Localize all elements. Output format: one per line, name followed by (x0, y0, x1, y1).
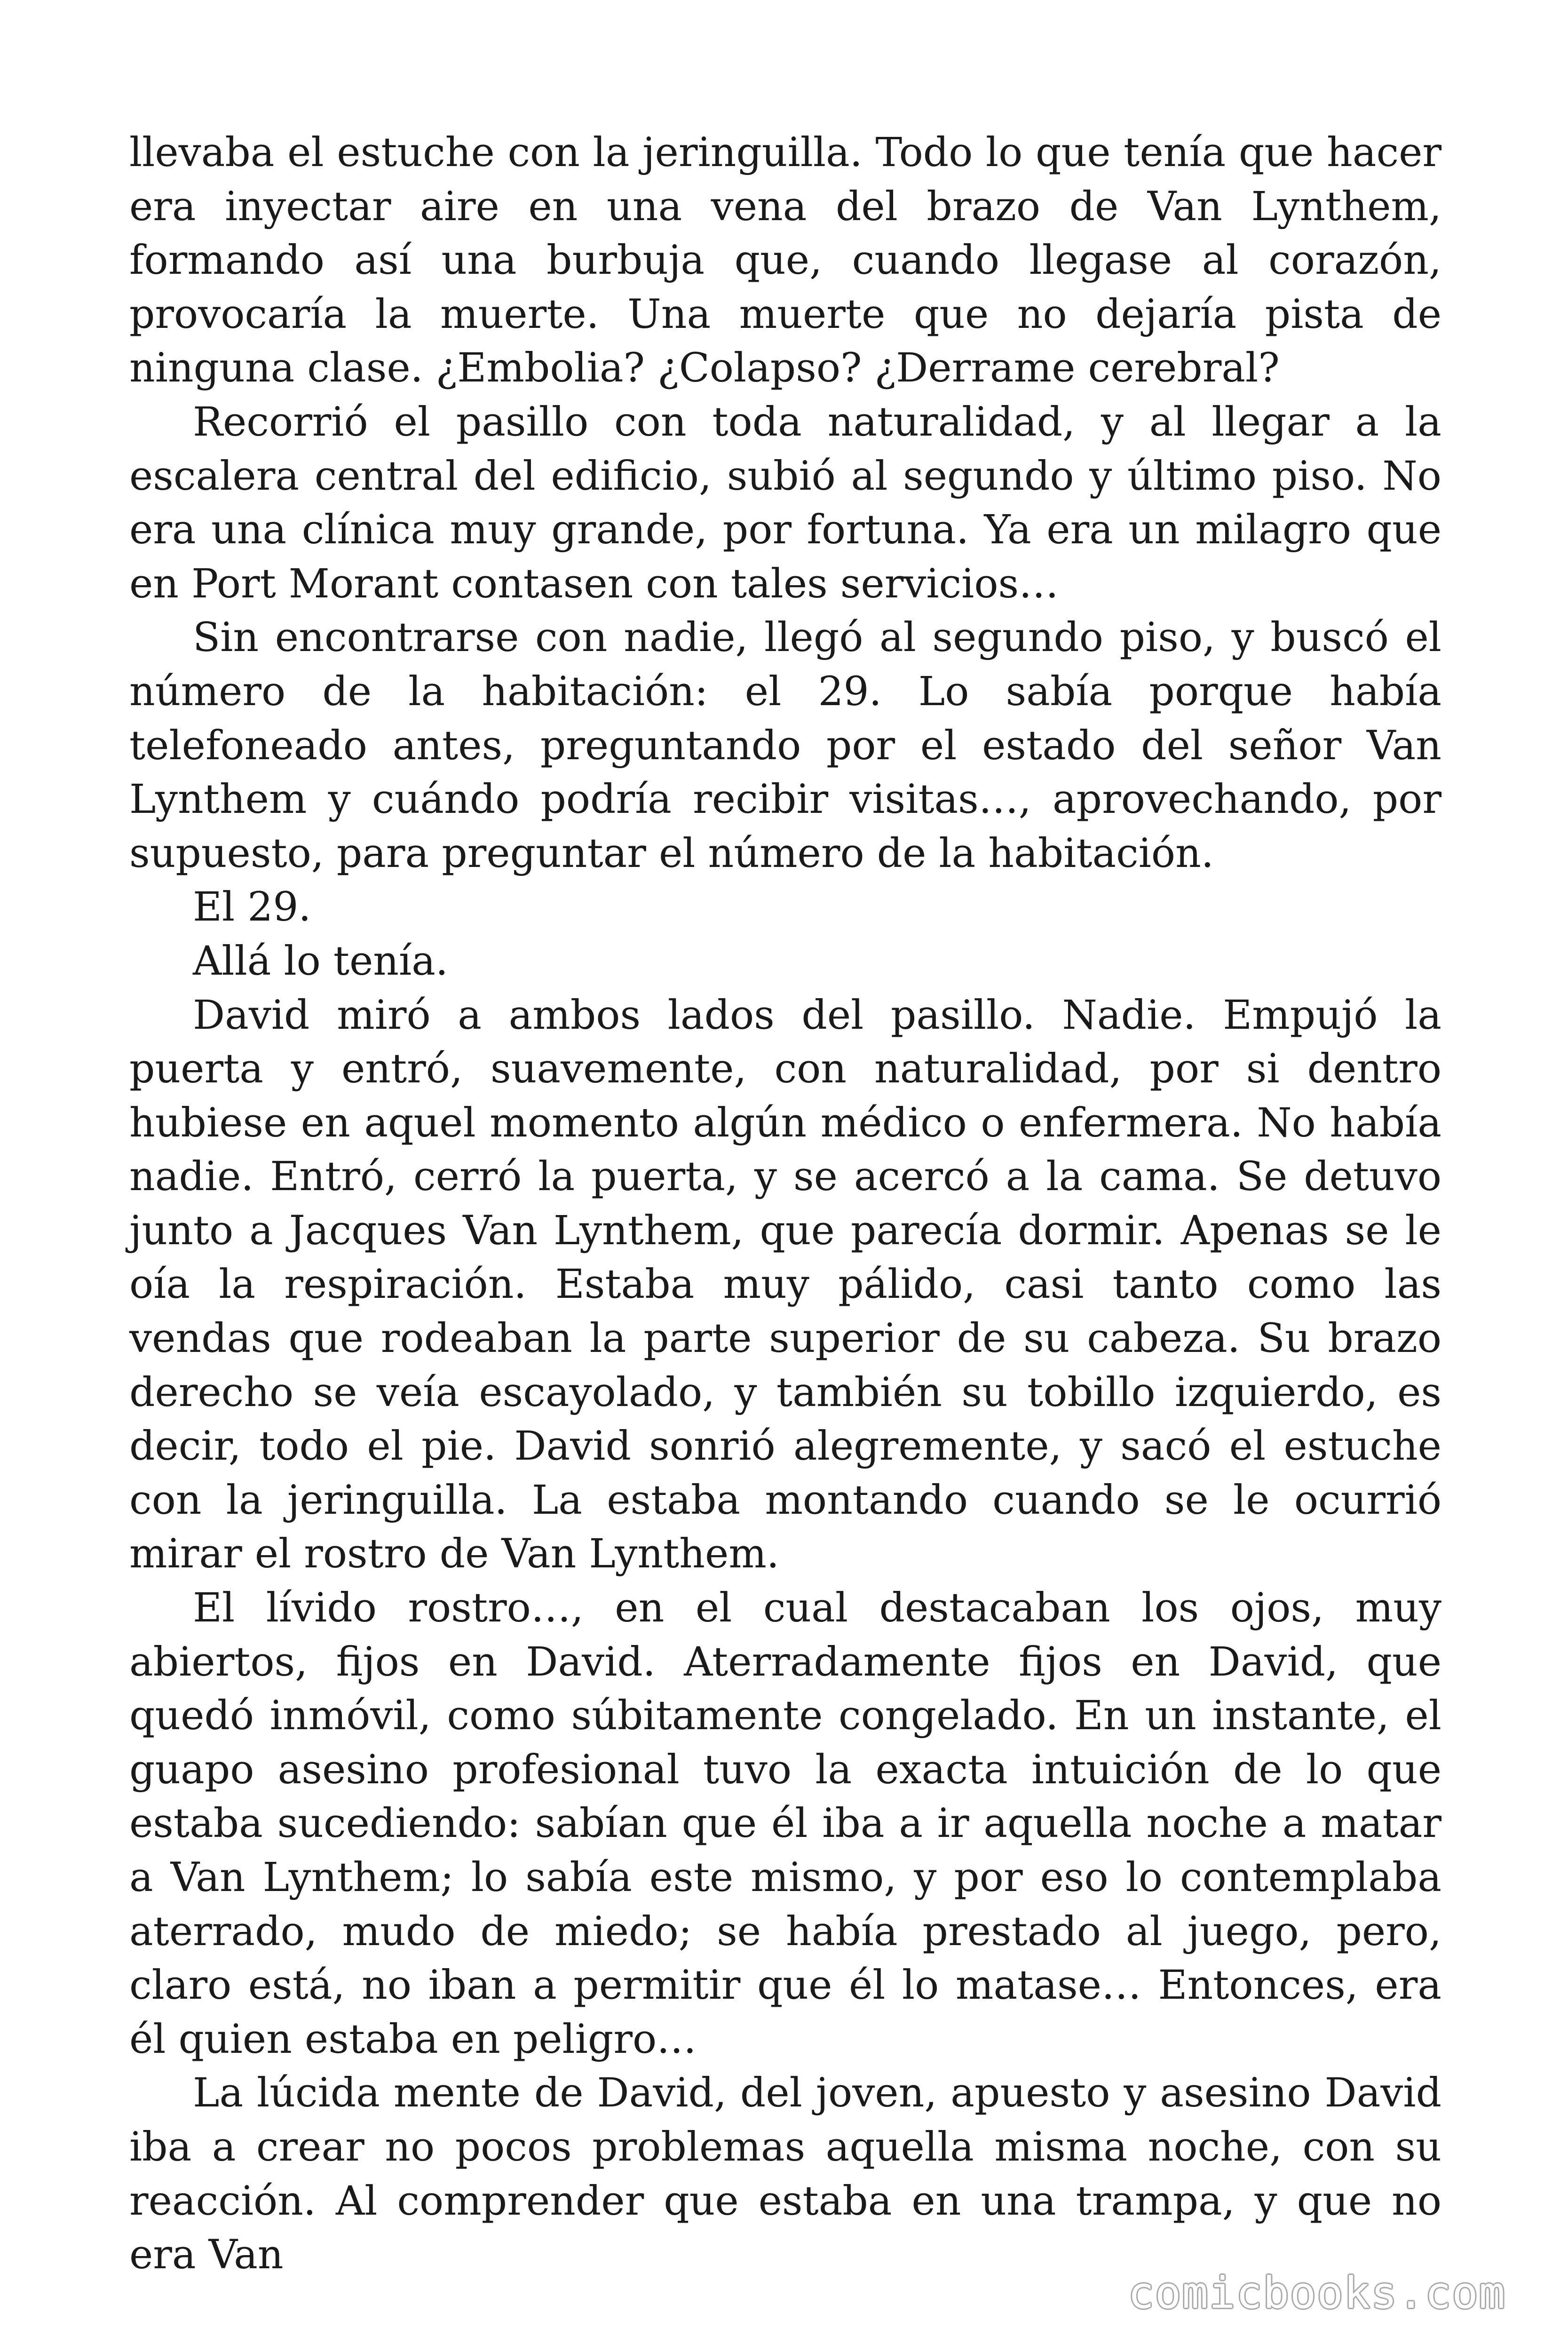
body-text (129, 126, 1441, 2282)
paragraph-3: Sin encontrarse con nadie, llegó al segundo piso, y buscó el número de la habitación: el 29. Lo sabía porque había telefoneado antes, preguntando por el estado del señor Van Lynthem y cuándo podría recibir visitas…, aprovechando, por supuesto, para preguntar el número de la habitación. (129, 614, 1441, 877)
watermark: comicbooks.com (1128, 2268, 1506, 2318)
paragraph-7: El lívido rostro…, en el cual destacaban los ojos, muy abiertos, fijos en David. Aterradamente fijos en David, que quedó inmóvil, como súbitamente congelado. En un instante, el guapo asesino profesional tuvo la exacta intuición de lo que estaba sucediendo: sabían que él iba a ir aquella noche a matar a Van Lynthem; lo sabía este mismo, y por eso lo contemplaba aterrado, mudo de miedo; se había prestado al juego, pero, claro está, no iban a permitir que él lo matase… Entonces, era él quien estaba en peligro… (129, 1585, 1441, 2063)
paragraph-2: Recorrió el pasillo con toda naturalidad, y al llegar a la escalera central del edificio, subió al segundo y último piso. No era una clínica muy grande, por fortuna. Ya era un milagro que en Port Morant contasen con tales servicios… (129, 398, 1441, 607)
paragraph-5: Allá lo tenía. (193, 938, 448, 985)
paragraph-4: El 29. (193, 884, 311, 931)
paragraph-1: llevaba el estuche con la jeringuilla. Todo lo que tenía que hacer era inyectar aire en una vena del brazo de Van Lynthem, formando así una burbuja que, cuando llegase al corazón, provocaría la muerte. Una muerte que no dejaría pista de ninguna clase. ¿Embolia? ¿Colapso? ¿Derrame cerebral? (129, 129, 1441, 392)
paragraph-8: La lúcida mente de David, del joven, apuesto y asesino David iba a crear no pocos problemas aquella misma noche, con su reacción. Al comprender que estaba en una trampa, y que no era Van (129, 2070, 1441, 2279)
paragraph-6: David miró a ambos lados del pasillo. Nadie. Empujó la puerta y entró, suavemente, con naturalidad, por si dentro hubiese en aquel momento algún médico o enfermera. No había nadie. Entró, cerró la puerta, y se acercó a la cama. Se detuvo junto a Jacques Van Lynthem, que parecía dormir. Apenas se le oía la respiración. Estaba muy pálido, casi tanto como las vendas que rodeaban la parte superior de su cabeza. Su brazo derecho se veía escayolado, y también su tobillo izquierdo, es decir, todo el pie. David sonrió alegremente, y sacó el estuche con la jeringuilla. La estaba montando cuando se le ocurrió mirar el rostro de Van Lynthem. (129, 992, 1441, 1578)
